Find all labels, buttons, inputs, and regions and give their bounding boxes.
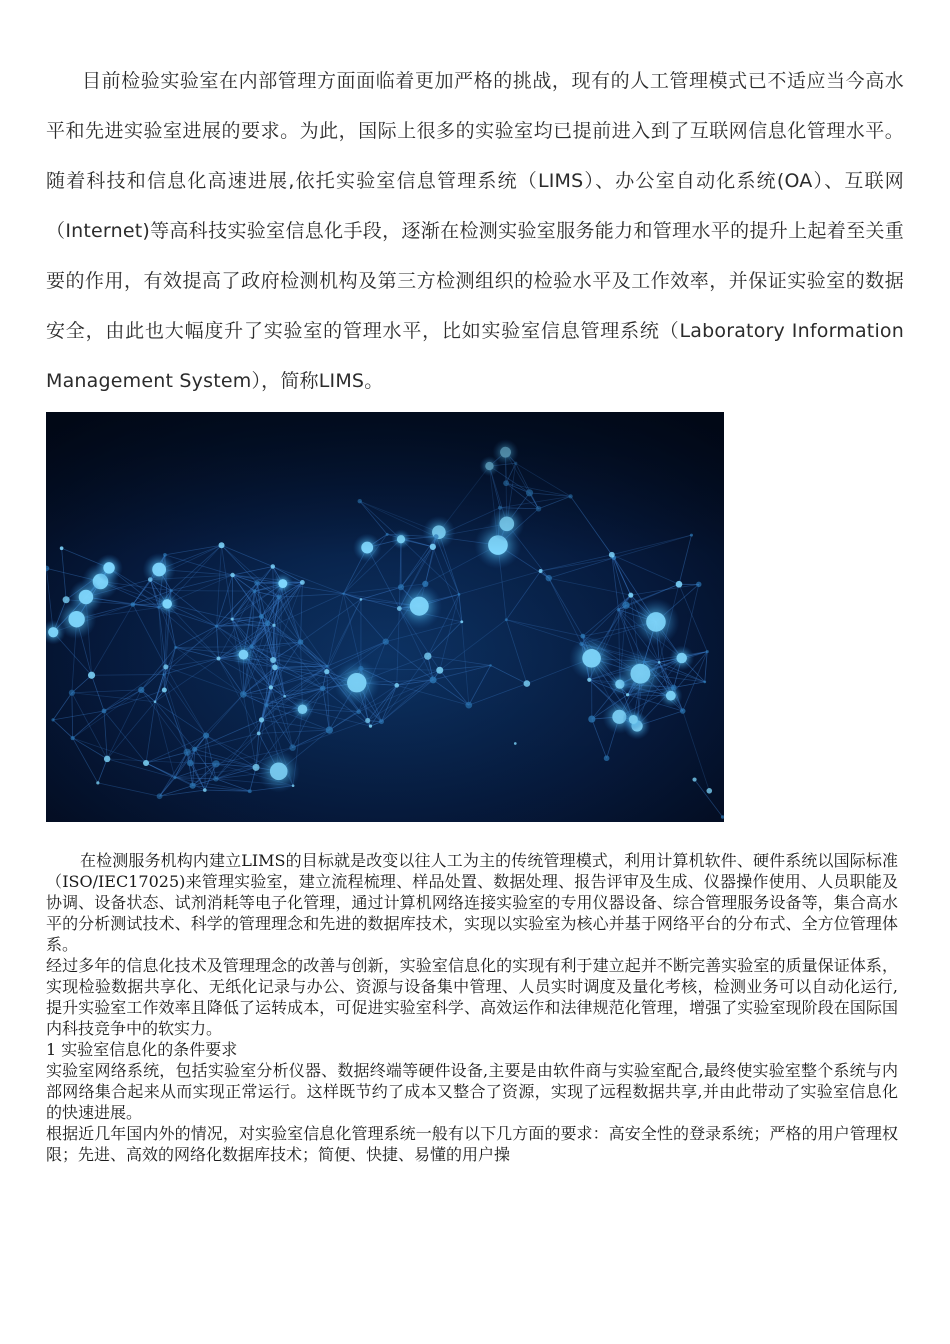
network-graphic bbox=[46, 412, 724, 822]
body-paragraph-4: 根据近几年国内外的情况，对实验室信息化管理系统一般有以下几方面的要求：高安全性的登录系统；严格的用户管理权限；先进、高效的网络化数据库技术；简便、快捷、易懂的用户操 bbox=[46, 1124, 898, 1164]
body-paragraph-3: 实验室网络系统，包括实验室分析仪器、数据终端等硬件设备,主要是由软件商与实验室配合,最终使实验室整个系统与内部网络集合起来从而实现正常运行。这样既节约了成本又整合了资源，实现了远程数据共享,并由此带动了实验室信息化的快速进展。 bbox=[46, 1061, 898, 1122]
network-illustration bbox=[46, 412, 724, 822]
body-text bbox=[46, 850, 898, 1165]
intro-paragraph: 目前检验实验室在内部管理方面面临着更加严格的挑战，现有的人工管理模式已不适应当今高水平和先进实验室进展的要求。为此，国际上很多的实验室均已提前进入到了互联网信息化管理水平。随着科技和信息化高速进展,依托实验室信息管理系统（LIMS）、办公室自动化系统(OA）、互联网（Internet)等高科技实验室信息化手段，逐渐在检测实验室服务能力和管理水平的提升上起着至关重要的作用，有效提高了政府检测机构及第三方检测组织的检验水平及工作效率，并保证实验室的数据安全，由此也大幅度升了实验室的管理水平，比如实验室信息管理系统（Laboratory Information Management System），简称LIMS。 bbox=[46, 70, 904, 392]
body-paragraph-1: 在检测服务机构内建立LIMS的目标就是改变以往人工为主的传统管理模式，利用计算机软件、硬件系统以国际标准（ISO/IEC17025)来管理实验室，建立流程梳理、样品处置、数据处理、报告评审及生成、仪器操作使用、人员职能及协调、设备状态、试剂消耗等电子化管理，通过计算机网络连接实验室的专用仪器设备、综合管理服务设备等，集合高水平的分析测试技术、科学的管理理念和先进的数据库技术，实现以实验室为核心并基于网络平台的分布式、全方位管理体系。 bbox=[46, 851, 898, 954]
body-paragraph-2: 经过多年的信息化技术及管理理念的改善与创新，实验室信息化的实现有利于建立起并不断完善实验室的质量保证体系，实现检验数据共享化、无纸化记录与办公、资源与设备集中管理、人员实时调度及量化考核，检测业务可以自动化运行,提升实验室工作效率且降低了运转成本，可促进实验室科学、高效运作和法律规范化管理，增强了实验室现阶段在国际国内科技竞争中的软实力。 bbox=[46, 956, 898, 1038]
section-heading-1: 1 实验室信息化的条件要求 bbox=[46, 1040, 238, 1059]
